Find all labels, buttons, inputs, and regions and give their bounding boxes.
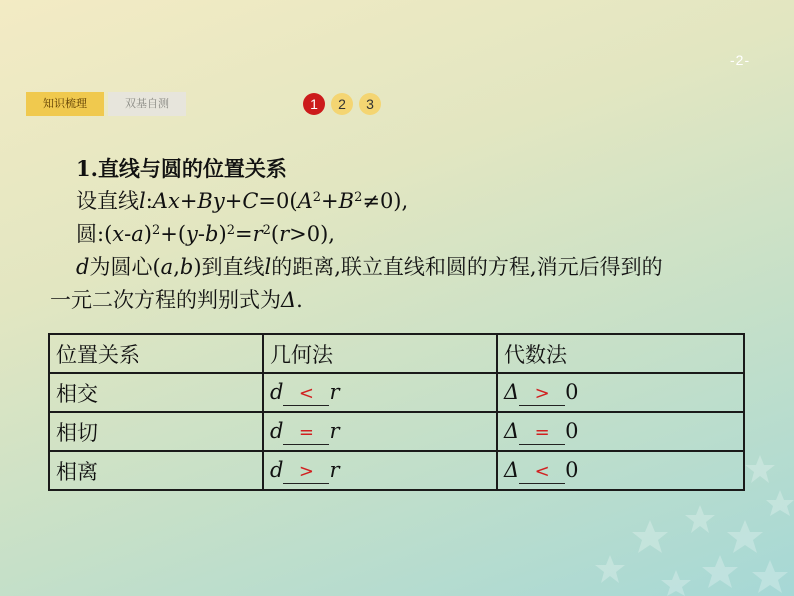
algebraic-cell: Δ > 0 bbox=[497, 373, 744, 412]
step-indicator bbox=[303, 93, 381, 115]
discriminant-definition: 一元二次方程的判别式为Δ. bbox=[50, 288, 303, 312]
geometric-cell: d = r bbox=[263, 412, 497, 451]
geometric-cell: d < r bbox=[263, 373, 497, 412]
header-geometric: 几何法 bbox=[263, 334, 497, 373]
distance-definition: d为圆心(a,b)到直线l的距离,联立直线和圆的方程,消元后得到的 bbox=[76, 255, 663, 279]
header-algebraic: 代数法 bbox=[497, 334, 744, 373]
header-relation: 位置关系 bbox=[49, 334, 263, 373]
section-number: 1 bbox=[76, 156, 91, 181]
answer-blank: > bbox=[519, 383, 565, 406]
step-1[interactable]: 1 bbox=[303, 93, 325, 115]
answer-blank: = bbox=[519, 422, 565, 445]
tab-knowledge-review[interactable]: 知识梳理 bbox=[26, 92, 104, 116]
step-3[interactable]: 3 bbox=[359, 93, 381, 115]
section-heading: 1.直线与圆的位置关系 bbox=[76, 156, 287, 181]
tab-bar bbox=[26, 92, 186, 116]
table-row bbox=[49, 451, 744, 490]
table-header-row bbox=[49, 334, 744, 373]
geometric-cell: d > r bbox=[263, 451, 497, 490]
page-number: -2- bbox=[730, 52, 751, 68]
relation-cell: 相交 bbox=[49, 373, 263, 412]
answer-blank: < bbox=[519, 461, 565, 484]
section-title: 直线与圆的位置关系 bbox=[97, 156, 287, 181]
step-2[interactable]: 2 bbox=[331, 93, 353, 115]
relation-table bbox=[48, 333, 745, 491]
circle-equation: 圆$:(x-a)^2+(y-b)^2=r^2(r>0)$, bbox=[76, 222, 335, 246]
table-row bbox=[49, 373, 744, 412]
answer-blank: = bbox=[283, 422, 329, 445]
answer-blank: < bbox=[283, 383, 329, 406]
relation-cell: 相离 bbox=[49, 451, 263, 490]
line-equation: 设直线$l:Ax+By+C=0(A^2+B^2\ne 0)$, bbox=[76, 189, 409, 213]
algebraic-cell: Δ < 0 bbox=[497, 451, 744, 490]
lesson-content bbox=[50, 152, 760, 317]
relation-cell: 相切 bbox=[49, 412, 263, 451]
tab-self-test[interactable]: 双基自测 bbox=[108, 92, 186, 116]
table-row bbox=[49, 412, 744, 451]
algebraic-cell: Δ = 0 bbox=[497, 412, 744, 451]
answer-blank: > bbox=[283, 461, 329, 484]
